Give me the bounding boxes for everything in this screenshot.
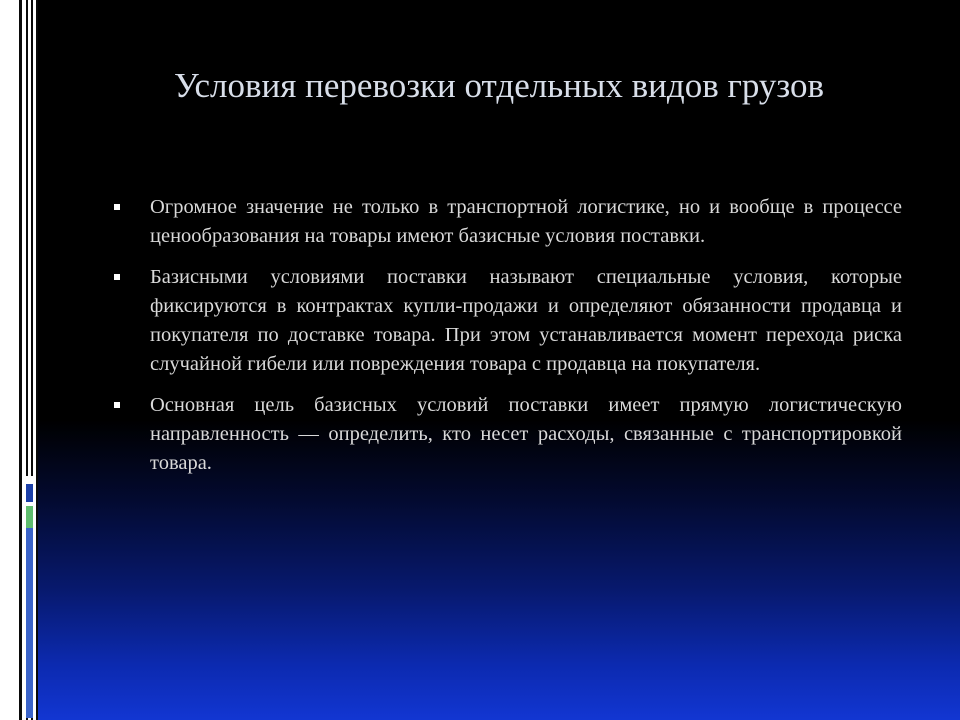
square-bullet-icon	[114, 274, 120, 280]
stripe-accent	[26, 476, 33, 484]
stripe-line	[19, 0, 22, 720]
stripe-accent-blue	[26, 528, 33, 718]
slide-title: Условия перевозки отдельных видов грузов	[173, 66, 825, 105]
left-decorative-stripe	[0, 0, 38, 720]
bullet-text: Базисными условиями поставки называют специальные условия, которые фиксируются в контрактах купли-продажи и определяют обязанности продавца и покупателя по доставке товара. При этом устанавливается момент перехода риска случайной гибели или повреждения товара с продавца на покупателя.	[150, 266, 902, 375]
list-item	[112, 193, 902, 251]
square-bullet-icon	[114, 402, 120, 408]
stripe-line	[36, 0, 38, 720]
bullet-text: Основная цель базисных условий поставки имеет прямую логистическую направленность — определить, кто несет расходы, связанные с транспортировкой товара.	[150, 394, 902, 474]
stripe-accent-green	[26, 506, 33, 528]
stripe-accent	[26, 484, 33, 502]
bullet-list	[112, 193, 902, 490]
list-item	[112, 391, 902, 478]
square-bullet-icon	[114, 204, 120, 210]
bullet-text: Огромное значение не только в транспортной логистике, но и вообще в процессе ценообразования на товары имеют базисные условия поставки.	[150, 196, 902, 247]
list-item	[112, 263, 902, 379]
